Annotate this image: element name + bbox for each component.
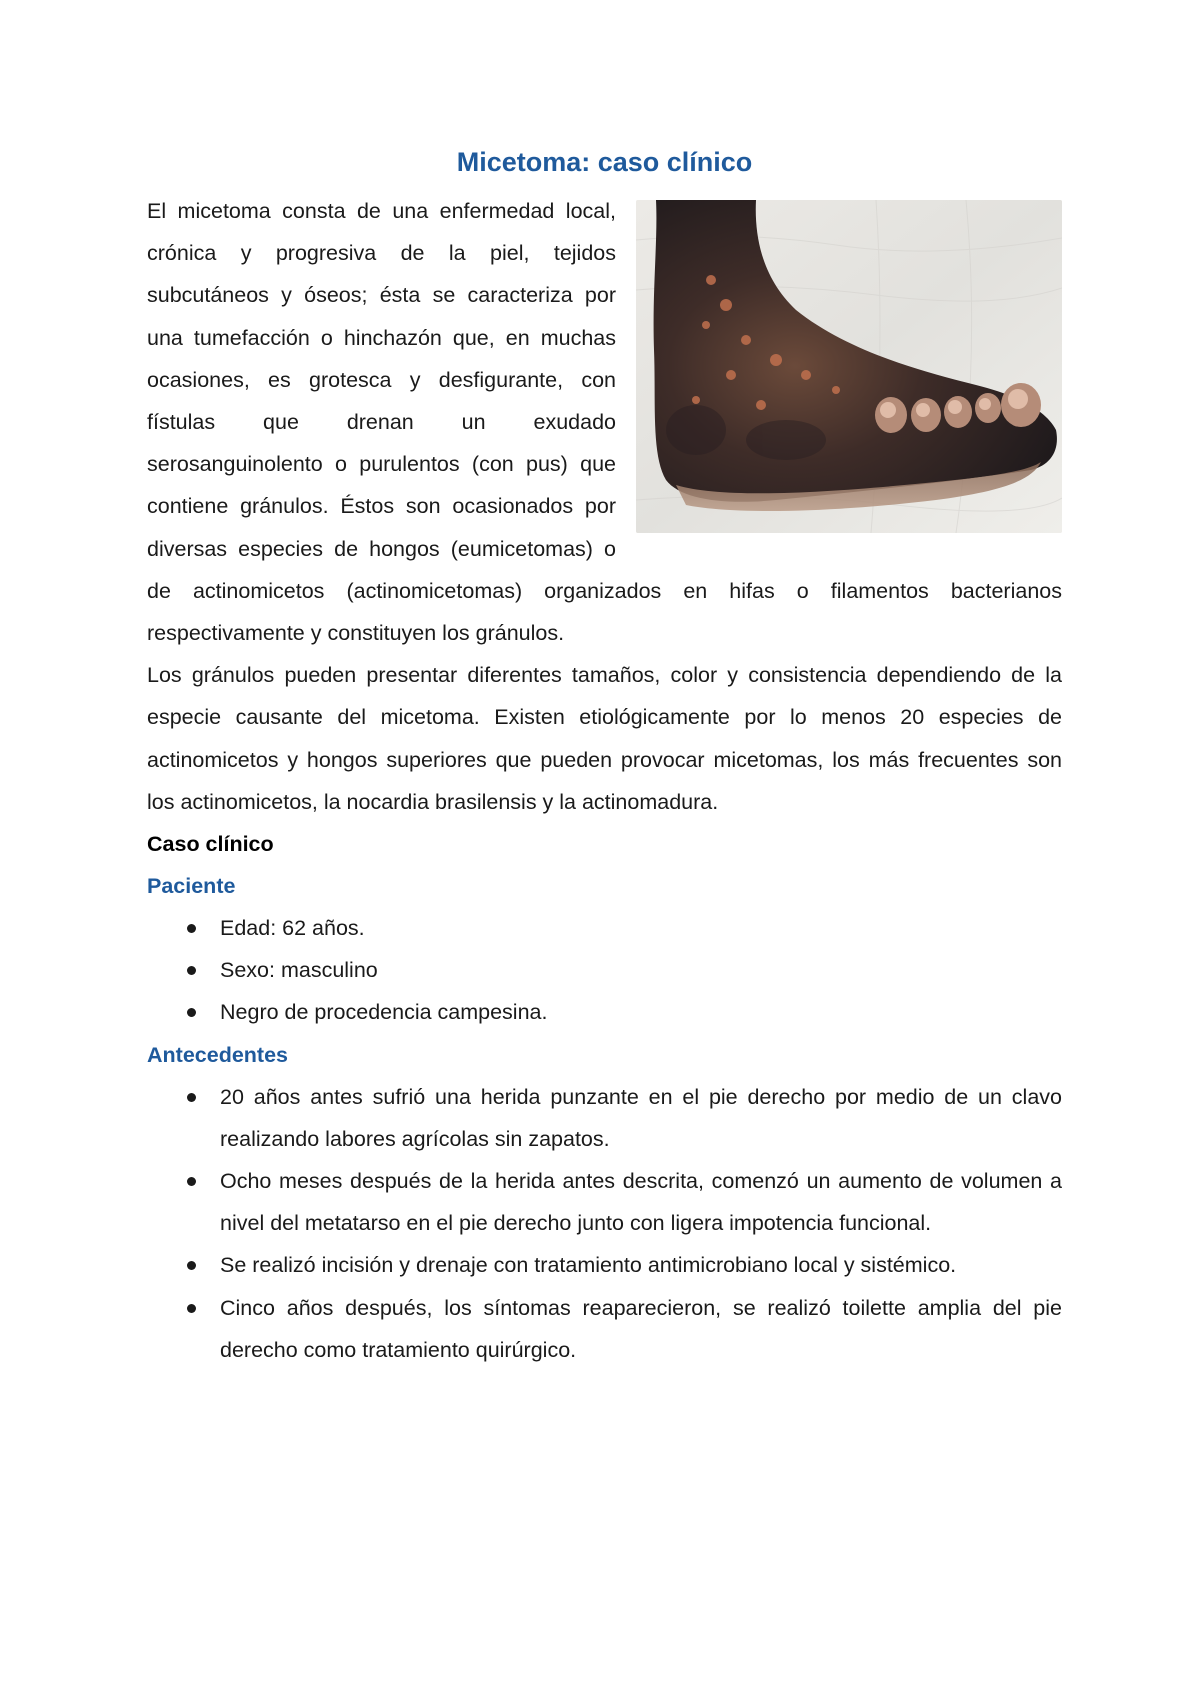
list-item-text: Se realizó incisión y drenaje con tratamiento antimicrobiano local y sistémico. [220, 1253, 957, 1278]
list-item [147, 907, 1062, 949]
list-item-text: Negro de procedencia campesina. [220, 1000, 548, 1025]
list-item-text: Ocho meses después de la herida antes descrita, comenzó un aumento de volumen a nivel del metatarso en el pie derecho junto con ligera impotencia funcional. [220, 1169, 1062, 1236]
foot-photo [636, 200, 1062, 533]
history-list [147, 1076, 1062, 1371]
bullet-icon [187, 1008, 196, 1017]
list-item [147, 1160, 1062, 1244]
bullet-icon [187, 1304, 196, 1313]
list-item-text: 20 años antes sufrió una herida punzante en el pie derecho por medio de un clavo realizando labores agrícolas sin zapatos. [220, 1084, 1062, 1151]
list-item [147, 1076, 1062, 1160]
bullet-icon [187, 1261, 196, 1270]
list-item [147, 1244, 1062, 1286]
document-page [147, 140, 1062, 1371]
patient-list [147, 907, 1062, 1034]
page-title: Micetoma: caso clínico [456, 147, 753, 177]
list-item [147, 1287, 1062, 1371]
case-heading: Caso clínico [147, 832, 274, 857]
list-item-text: Cinco años después, los síntomas reaparecieron, se realizó toilette amplia del pie derecho como tratamiento quirúrgico. [220, 1295, 1062, 1362]
list-item-text: Sexo: masculino [220, 958, 378, 983]
intro-paragraph: El micetoma consta de una enfermedad local, crónica y progresiva de la piel, tejidos subcutáneos y óseos; ésta se caracteriza por una tumefacción o hinchazón que, en muchas ocasiones, es grotesca y desfigurante, con fístulas que drenan un exudado serosanguinolento o purulentos (con pus) que contiene gránulos. Éstos son ocasionados por diversas especies de hongos (eumicetomas) o de actinomicetos (actinomicetomas) organizados en hifas o filamentos bacterianos respectivamente y constituyen los gránulos. [147, 199, 1062, 646]
bullet-icon [187, 1093, 196, 1102]
bullet-icon [187, 924, 196, 933]
history-heading: Antecedentes [147, 1042, 288, 1067]
list-item-text: Edad: 62 años. [220, 916, 365, 941]
list-item [147, 991, 1062, 1033]
list-item [147, 949, 1062, 991]
bullet-icon [187, 1177, 196, 1186]
second-paragraph: Los gránulos pueden presentar diferentes tamaños, color y consistencia dependiendo de la especie causante del micetoma. Existen etiológicamente por lo menos 20 especies de actinomicetos y hongos superiores que pueden provocar micetomas, los más frecuentes son los actinomicetos, la nocardia brasilensis y la actinomadura. [147, 663, 1062, 814]
patient-heading: Paciente [147, 874, 236, 899]
bullet-icon [187, 966, 196, 975]
